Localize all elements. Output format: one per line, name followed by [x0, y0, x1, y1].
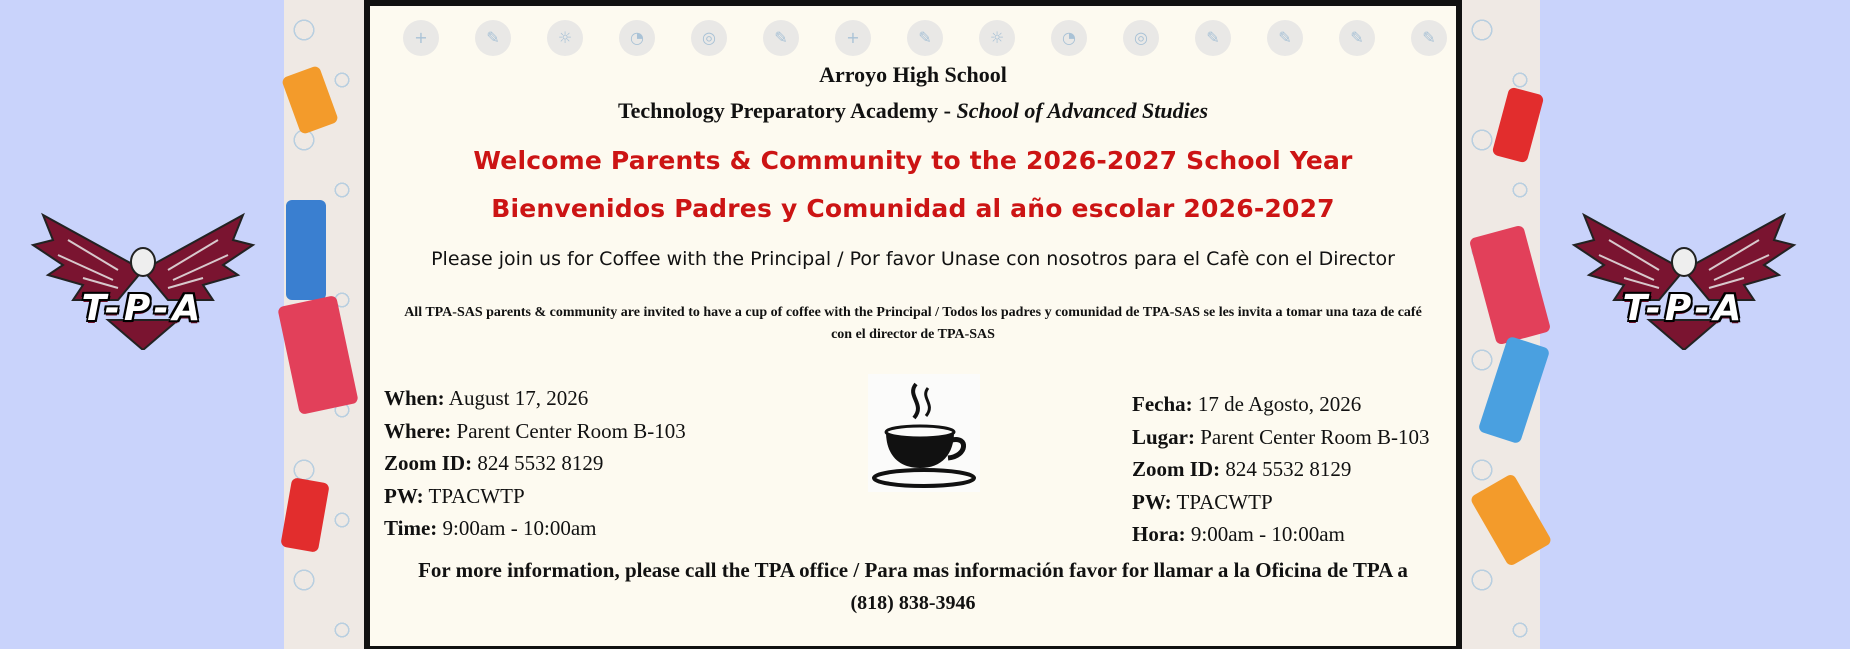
- pencil-icon: ✎: [475, 20, 511, 56]
- academy-name: Technology Preparatory Academy -: [617, 98, 957, 123]
- pencil-icon: ✎: [907, 20, 943, 56]
- invite-detail: All TPA-SAS parents & community are invited to have a cup of coffee with the Principal / Todos los padres y comunidad de TPA-SAS se les invita a tomar una taza de café con el director de TPA-SAS: [404, 305, 1422, 342]
- more-info-text: For more information, please call the TPA office / Para mas información favor for llamar a la Oficina de TPA a: [418, 558, 1408, 582]
- phone-number: (818) 838-3946: [850, 592, 976, 614]
- ball-icon: ◎: [691, 20, 727, 56]
- detail-row-password: PW: TPACWTP: [384, 483, 525, 508]
- eagle-wings-icon: [1564, 210, 1804, 350]
- detail-row-lugar: Lugar: Parent Center Room B-103: [1132, 424, 1430, 449]
- tpa-eagle-logo: [23, 210, 263, 350]
- detail-row-password: PW: TPACWTP: [1132, 489, 1273, 514]
- plus-icon: +: [403, 20, 439, 56]
- detail-row-fecha: Fecha: 17 de Agosto, 2026: [1132, 392, 1362, 416]
- detail-row-time: Time: 9:00am - 10:00am: [384, 516, 597, 540]
- welcome-spanish: Bienvenidos Padres y Comunidad al año escolar 2026-2027: [491, 194, 1335, 223]
- lightbulb-icon: ☼: [547, 20, 583, 56]
- detail-row-where: Where: Parent Center Room B-103: [384, 418, 686, 443]
- flyer-panel: [364, 0, 1462, 649]
- pencil-icon: ✎: [1267, 20, 1303, 56]
- bell-icon: ◔: [619, 20, 655, 56]
- plus-icon: +: [835, 20, 871, 56]
- eagle-wings-icon: [23, 210, 263, 350]
- school-name: Arroyo High School: [819, 62, 1007, 87]
- detail-row-zoom: Zoom ID: 824 5532 8129: [384, 451, 604, 475]
- pencil-decoration: [1469, 473, 1552, 567]
- logo-text: T-P-A: [1622, 288, 1746, 329]
- decorative-pattern-left: [284, 0, 364, 649]
- notebook-decoration: [1478, 336, 1551, 445]
- academy-title: [370, 98, 1456, 124]
- detail-row-when: When: August 17, 2026: [384, 386, 589, 410]
- pencil-decoration: [281, 65, 339, 135]
- calculator-decoration: [1469, 225, 1552, 346]
- eraser-decoration: [280, 477, 330, 553]
- detail-row-hora: Hora: 9:00am - 10:00am: [1132, 522, 1345, 546]
- calculator-decoration: [277, 295, 359, 415]
- notebook-holes: [370, 20, 1456, 60]
- notebook-decoration: [286, 200, 326, 300]
- pencil-icon: ✎: [1339, 20, 1375, 56]
- pencil-icon: ✎: [1411, 20, 1447, 56]
- welcome-english: Welcome Parents & Community to the 2026-2027 School Year: [473, 146, 1353, 175]
- eraser-decoration: [1492, 87, 1545, 164]
- ball-icon: ◎: [1123, 20, 1159, 56]
- pencil-icon: ✎: [1195, 20, 1231, 56]
- invite-headline: Please join us for Coffee with the Principal / Por favor Unase con nosotros para el Cafè con el Director: [431, 248, 1395, 270]
- event-details-english: [384, 382, 686, 545]
- lightbulb-icon: ☼: [979, 20, 1015, 56]
- decorative-pattern-right: [1462, 0, 1540, 649]
- academy-program: School of Advanced Studies: [956, 98, 1209, 123]
- tpa-eagle-logo: [1564, 210, 1804, 350]
- pencil-icon: ✎: [763, 20, 799, 56]
- coffee-cup-icon: [868, 374, 980, 492]
- logo-text: T-P-A: [81, 288, 205, 329]
- event-details-spanish: [1132, 388, 1429, 551]
- detail-row-zoom: Zoom ID: 824 5532 8129: [1132, 457, 1352, 481]
- bell-icon: ◔: [1051, 20, 1087, 56]
